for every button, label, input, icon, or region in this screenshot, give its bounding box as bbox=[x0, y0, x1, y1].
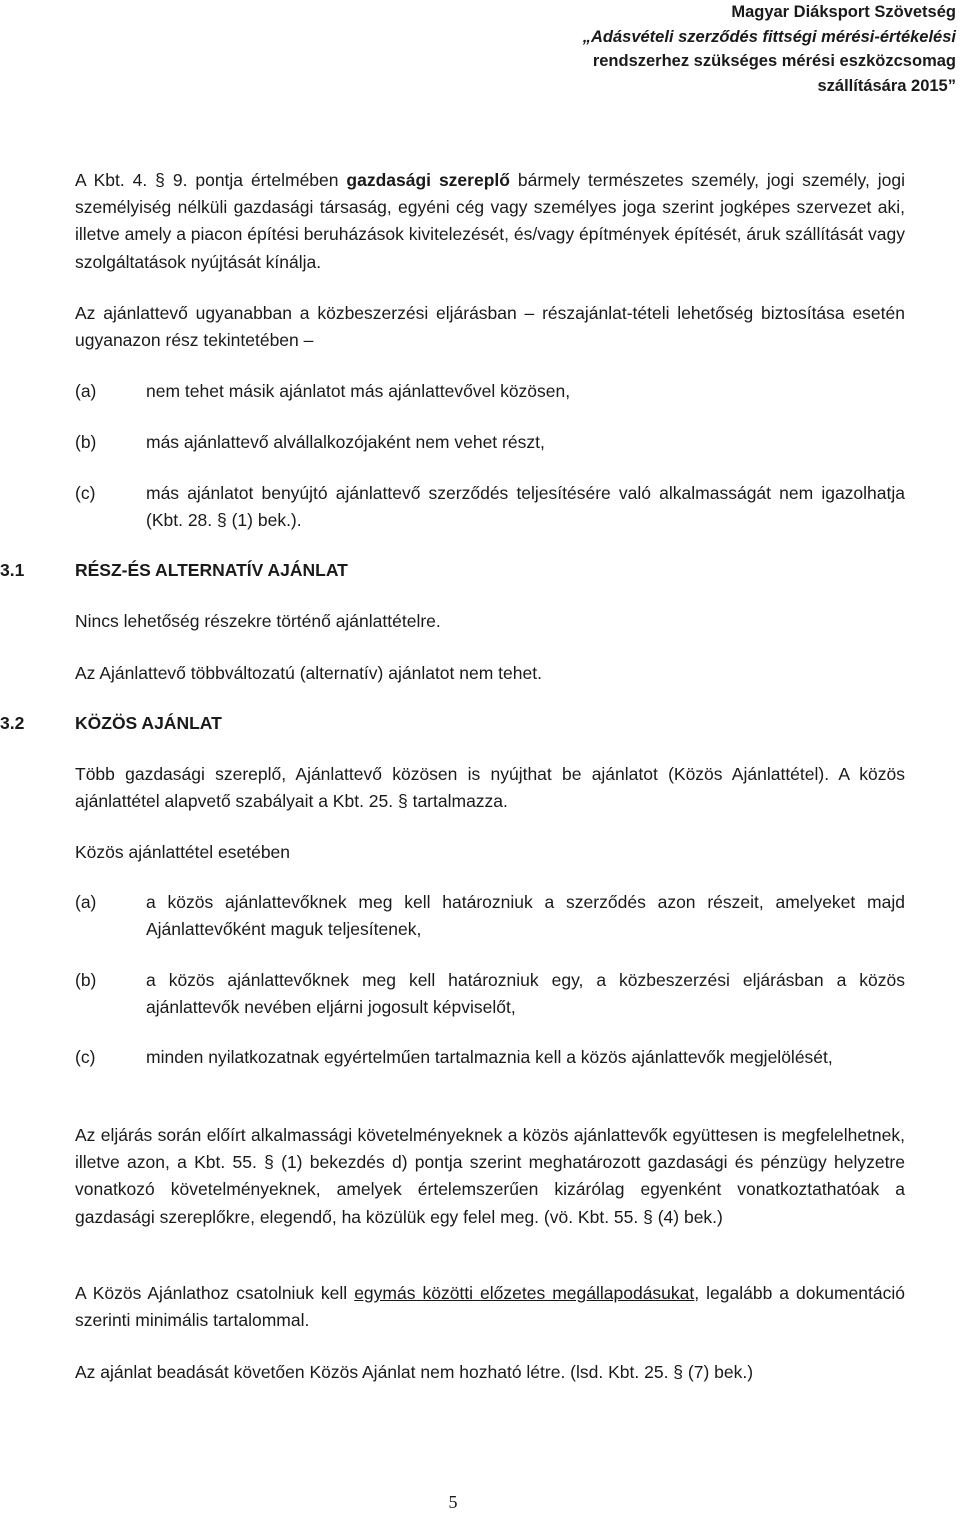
list-item-text: más ajánlattevő alvállalkozójaként nem vehet részt, bbox=[146, 432, 545, 452]
header-title-line-1: „Adásvételi szerződés fittségi mérési-értékelési bbox=[582, 27, 956, 46]
definition-text-after: bármely természetes személy, jogi személy, jogi személyiség nélküli gazdasági társaság, egyéni cég vagy személyes joga szerint jogképes szervezet aki, illetve amely a piacon építési beruházások kivitelezését, és/vagy építmények építését, áruk szállítását vagy szolgáltatások nyújtását kínálja. bbox=[75, 170, 905, 272]
header-org: Magyar Diáksport Szövetség bbox=[731, 3, 956, 21]
definition-bold-term: gazdasági szereplő bbox=[346, 170, 510, 190]
section-number: 3.1 bbox=[0, 560, 25, 580]
list-item-label: (c) bbox=[75, 1047, 96, 1067]
section-title: KÖZÖS AJÁNLAT bbox=[75, 713, 222, 733]
section-number: 3.2 bbox=[0, 713, 25, 733]
section-title: RÉSZ-ÉS ALTERNATÍV AJÁNLAT bbox=[75, 560, 348, 580]
paragraph-no-parts: Nincs lehetőség részekre történő ajánlattételre. bbox=[75, 611, 441, 631]
agreement-text-after: , legalább a dokumentáció szerinti minimális tartalommal. bbox=[75, 1283, 905, 1331]
header-title-line-2: rendszerhez szükséges mérési eszközcsomag bbox=[592, 52, 956, 70]
paragraph-agreement bbox=[75, 1280, 905, 1334]
paragraph-no-alternative: Az Ajánlattevő többváltozatú (alternatív) ajánlatot nem tehet. bbox=[75, 663, 542, 683]
definition-text-before: A Kbt. 4. § 9. pontja értelmében bbox=[75, 170, 347, 190]
document-header bbox=[583, 0, 956, 98]
page-number: 5 bbox=[448, 1492, 458, 1512]
list-item-label: (a) bbox=[75, 381, 97, 401]
paragraph-suitability: Az eljárás során előírt alkalmassági követelményeknek a közös ajánlattevők együttesen is megfelelhetnek, illetve azon, a Kbt. 55. § (1) bekezdés d) pontja szerint meghatározott gazdasági és pénzügy helyzetre vonatkozó követelményeknek, amelyek értelemszerűen kizárólag egyenként vonatkoztathatóak a gazdasági szereplőkre, elegendő, ha közülük egy felel meg. (vö. Kbt. 55. § (4) bek.) bbox=[75, 1125, 905, 1227]
list-item-label: (a) bbox=[75, 892, 97, 912]
paragraph-submission: Az ajánlat beadását követően Közös Ajánlat nem hozható létre. (lsd. Kbt. 25. § (7) bek.) bbox=[75, 1362, 754, 1382]
list-item-label: (b) bbox=[75, 970, 97, 990]
paragraph-bidder-restrictions: Az ajánlattevő ugyanabban a közbeszerzési eljárásban – részajánlat-tételi lehetőség biztosítása esetén ugyanazon rész tekintetében – bbox=[75, 303, 905, 351]
paragraph-joint-bid-case: Közös ajánlattétel esetében bbox=[75, 842, 291, 862]
list-item-label: (c) bbox=[75, 483, 96, 503]
list-item-text: a közös ajánlattevőknek meg kell határozniuk egy, a közbeszerzési eljárásban a közös ajánlattevők nevében eljárni jogosult képviselőt, bbox=[146, 970, 905, 1017]
header-title-line-3: szállítására 2015” bbox=[817, 76, 956, 95]
paragraph-definition bbox=[75, 167, 905, 276]
list-item-text: minden nyilatkozatnak egyértelműen tartalmaznia kell a közös ajánlattevők megjelölését, bbox=[146, 1047, 833, 1067]
list-item-text: nem tehet másik ajánlatot más ajánlattevővel közösen, bbox=[146, 381, 571, 401]
paragraph-joint-bid: Több gazdasági szereplő, Ajánlattevő közösen is nyújthat be ajánlatot (Közös Ajánlattétel). A közös ajánlattétel alapvető szabályait a Kbt. 25. § tartalmazza. bbox=[75, 764, 905, 812]
list-item-text: más ajánlatot benyújtó ajánlattevő szerződés teljesítésére való alkalmasságát nem igazolhatja (Kbt. 28. § (1) bek.). bbox=[146, 483, 905, 530]
agreement-underlined-text: egymás közötti előzetes megállapodásukat bbox=[354, 1283, 695, 1303]
agreement-text-before: A Közös Ajánlathoz csatolniuk kell bbox=[75, 1283, 355, 1303]
list-item-label: (b) bbox=[75, 432, 97, 452]
list-item-text: a közös ajánlattevőknek meg kell határozniuk a szerződés azon részeit, amelyeket majd Ajánlattevőként maguk teljesítenek, bbox=[146, 892, 905, 939]
